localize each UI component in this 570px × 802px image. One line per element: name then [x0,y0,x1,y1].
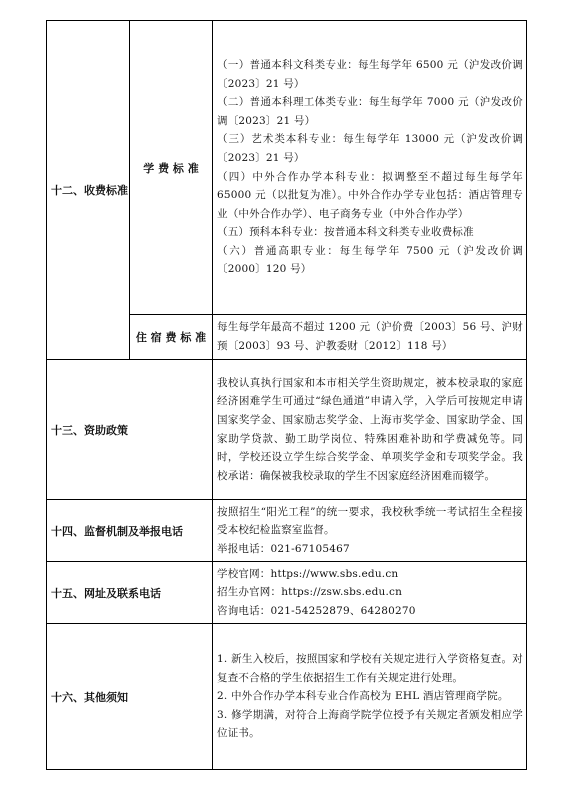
tuition-line: （四）中外合作办学本科专业：拟调整至不超过每生每学年 65000 元（以批复为准）。中外合作办学专业包括：酒店管理专业（中外合作办学）、电子商务专业（中外合作办学） [217,170,523,220]
supervision-content [213,500,527,562]
supervision-row [47,500,527,562]
aid-content: 我校认真执行国家和本市相关学生资助规定，被本校录取的家庭经济困难学生可通过“绿色通道”申请入学，入学后可按规定申请国家奖学金、国家励志奖学金、上海市奖学金、国家助学金、国家助学贷款、勤工助学岗位、特殊困难补助和学费减免等。同时，学校还设立学生综合奖学金、单项奖学金和专项奖学金。我校承诺：确保被我校录取的学生不因家庭经济困难而辍学。 [213,360,527,500]
contact-content [213,562,527,624]
tuition-line: （三）艺术类本科专业：每生每学年 13000 元（沪发改价调〔2023〕21 号） [217,133,523,164]
contact-section-label: 十五、网址及联系电话 [47,562,213,624]
tuition-line: （六）普通高职专业：每生每学年 7500 元（沪发改价调〔2000〕120 号） [217,244,523,276]
supervision-section-label: 十四、监督机制及举报电话 [47,500,213,562]
accommodation-label: 住 宿 费 标 准 [130,315,213,360]
tuition-content [213,21,527,315]
fees-section-label: 十二、收费标准 [47,21,130,360]
notes-item: 3. 修学期满，对符合上海商学院学位授予有关规定者颁发相应学位证书。 [217,708,523,740]
tuition-line: （一）普通本科文科类专业：每生每学年 6500 元（沪发改价调〔2023〕21 号） [217,58,523,90]
tuition-label: 学 费 标 准 [130,21,213,315]
aid-section-label: 十三、资助政策 [47,360,213,500]
notes-row [47,624,527,770]
contact-row [47,562,527,624]
admissions-website: 招生办官网：https://zsw.sbs.edu.cn [217,586,403,599]
accommodation-content: 每生每学年最高不超过 1200 元（沪价费〔2003〕56 号、沪财预〔2003〕93 号、沪教委财〔2012〕118 号） [213,315,527,360]
notes-item: 2. 中外合作办学本科专业合作高校为 EHL 酒店管理商学院。 [217,690,509,703]
notes-item: 1. 新生入校后，按照国家和学校有关规定进行入学资格复查。对复查不合格的学生依据招生工作有关规定进行处理。 [217,653,523,684]
supervision-line: 按照招生“阳光工程”的统一要求，我校秋季统一考试招生全程接受本校纪检监察室监督。 [217,505,523,537]
notes-section-label: 十六、其他须知 [47,624,213,770]
fees-tuition-row [47,21,527,315]
admissions-table [46,20,527,770]
tuition-line: （二）普通本科理工体类专业：每生每学年 7000 元（沪发改价调〔2023〕21 号） [217,96,523,127]
consult-phone: 咨询电话：021-54252879、64280270 [217,604,416,617]
notes-content [213,624,527,770]
tuition-line: （五）预科本科专业：按普通本科文科类专业收费标准 [217,226,474,239]
report-phone: 举报电话：021-67105467 [217,542,350,555]
school-website: 学校官网：https://www.sbs.edu.cn [217,567,399,580]
aid-row [47,360,527,500]
